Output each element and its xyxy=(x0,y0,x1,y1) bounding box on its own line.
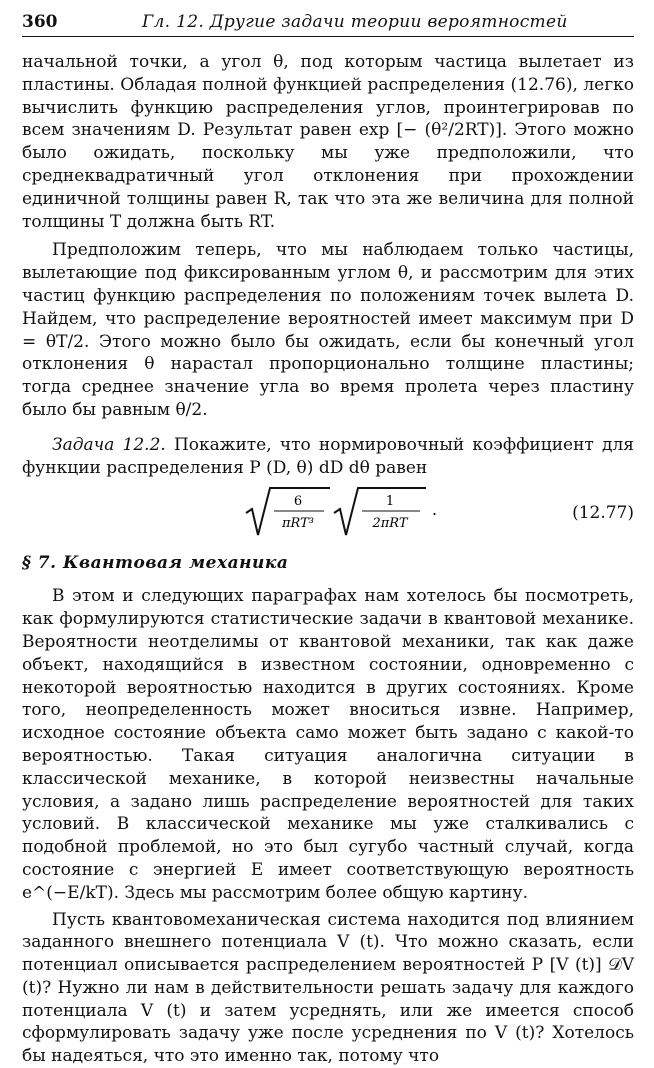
problem-label: Задача 12.2. xyxy=(52,435,166,455)
paragraph-1: начальной точки, а угол θ, под которым частица вылетает из пластины. Обладая полной функцией распределения (12.76), легко вычислить функцию распределения углов, проинтегрировав по всем значениям D. Результат равен exp [− (θ²/2RT)]. Этого можно было ожидать, поскольку мы уже предположили, что среднеквадратичный угол отклонения при прохождении единичной толщины равен R, так что эта же величина для полной толщины T должна быть RT. xyxy=(22,51,634,233)
running-title: Гл. 12. Другие задачи теории вероятностей xyxy=(142,12,568,32)
normalization-formula xyxy=(244,485,444,541)
section-title: § 7. Квантовая механика xyxy=(22,553,634,579)
paragraph-3: В этом и следующих параграфах нам хотелось бы посмотреть, как формулируются статистические задачи в квантовой механике. Вероятности неотделимы от квантовой механики, так как даже объект, находящийся в известном состоянии, одновременно с некоторой вероятностью находится в других состояниях. Кроме того, неопределенность может вноситься извне. Например, исходное состояние объекта само может быть задано с какой-то вероятностью. Такая ситуация аналогична ситуации в классической механике, в которой неизвестны начальные условия, а задано лишь распределение вероятностей для таких условий. В классической механике мы уже сталкивались с подобной проблемой, но это был сугубо частный случай, когда состояние с энергией E имеет соответствующую вероятность e^(−E/kT). Здесь мы рассмотрим более общую картину. xyxy=(22,585,634,904)
page-number: 360 xyxy=(22,12,58,32)
paragraph-2: Предположим теперь, что мы наблюдаем только частицы, вылетающие под фиксированным углом θ, и рассмотрим для этих частиц функцию распределения по положениям точек вылета D. Найдем, что распределение вероятностей имеет максимум при D = θT/2. Этого можно было бы ожидать, если бы конечный угол отклонения θ нарастал пропорционально толщине пластины; тогда среднее значение угла во время пролета через пластину было бы равным θ/2. xyxy=(22,239,634,421)
equation-number: (12.77) xyxy=(572,503,634,523)
paragraph-4: Пусть квантовомеханическая система находится под влиянием заданного внешнего потенциала V (t). Что можно сказать, если потенциал описывается распределением вероятностей P [V (t)] 𝒟V (t)? Нужно ли нам в действительности решать задачу для каждого потенциала V (t) и затем усреднять, или же имеется способ сформулировать задачу уже после усреднения по V (t)? Хотелось бы надеяться, что это именно так, потому что xyxy=(22,909,634,1068)
problem-text: Покажите, что нормировочный коэффициент для функции распределения P (D, θ) dD dθ равен xyxy=(22,435,634,478)
book-page xyxy=(22,10,634,1068)
page-header xyxy=(22,10,634,37)
formula-period: . xyxy=(432,500,437,519)
problem-12-2 xyxy=(22,434,634,480)
fraction2-denominator: 2πRT xyxy=(371,516,408,531)
fraction1-denominator: πRT³ xyxy=(281,516,314,531)
fraction2-numerator: 1 xyxy=(386,494,394,509)
fraction1-numerator: 6 xyxy=(294,494,302,509)
formula-12-77 xyxy=(22,485,634,541)
